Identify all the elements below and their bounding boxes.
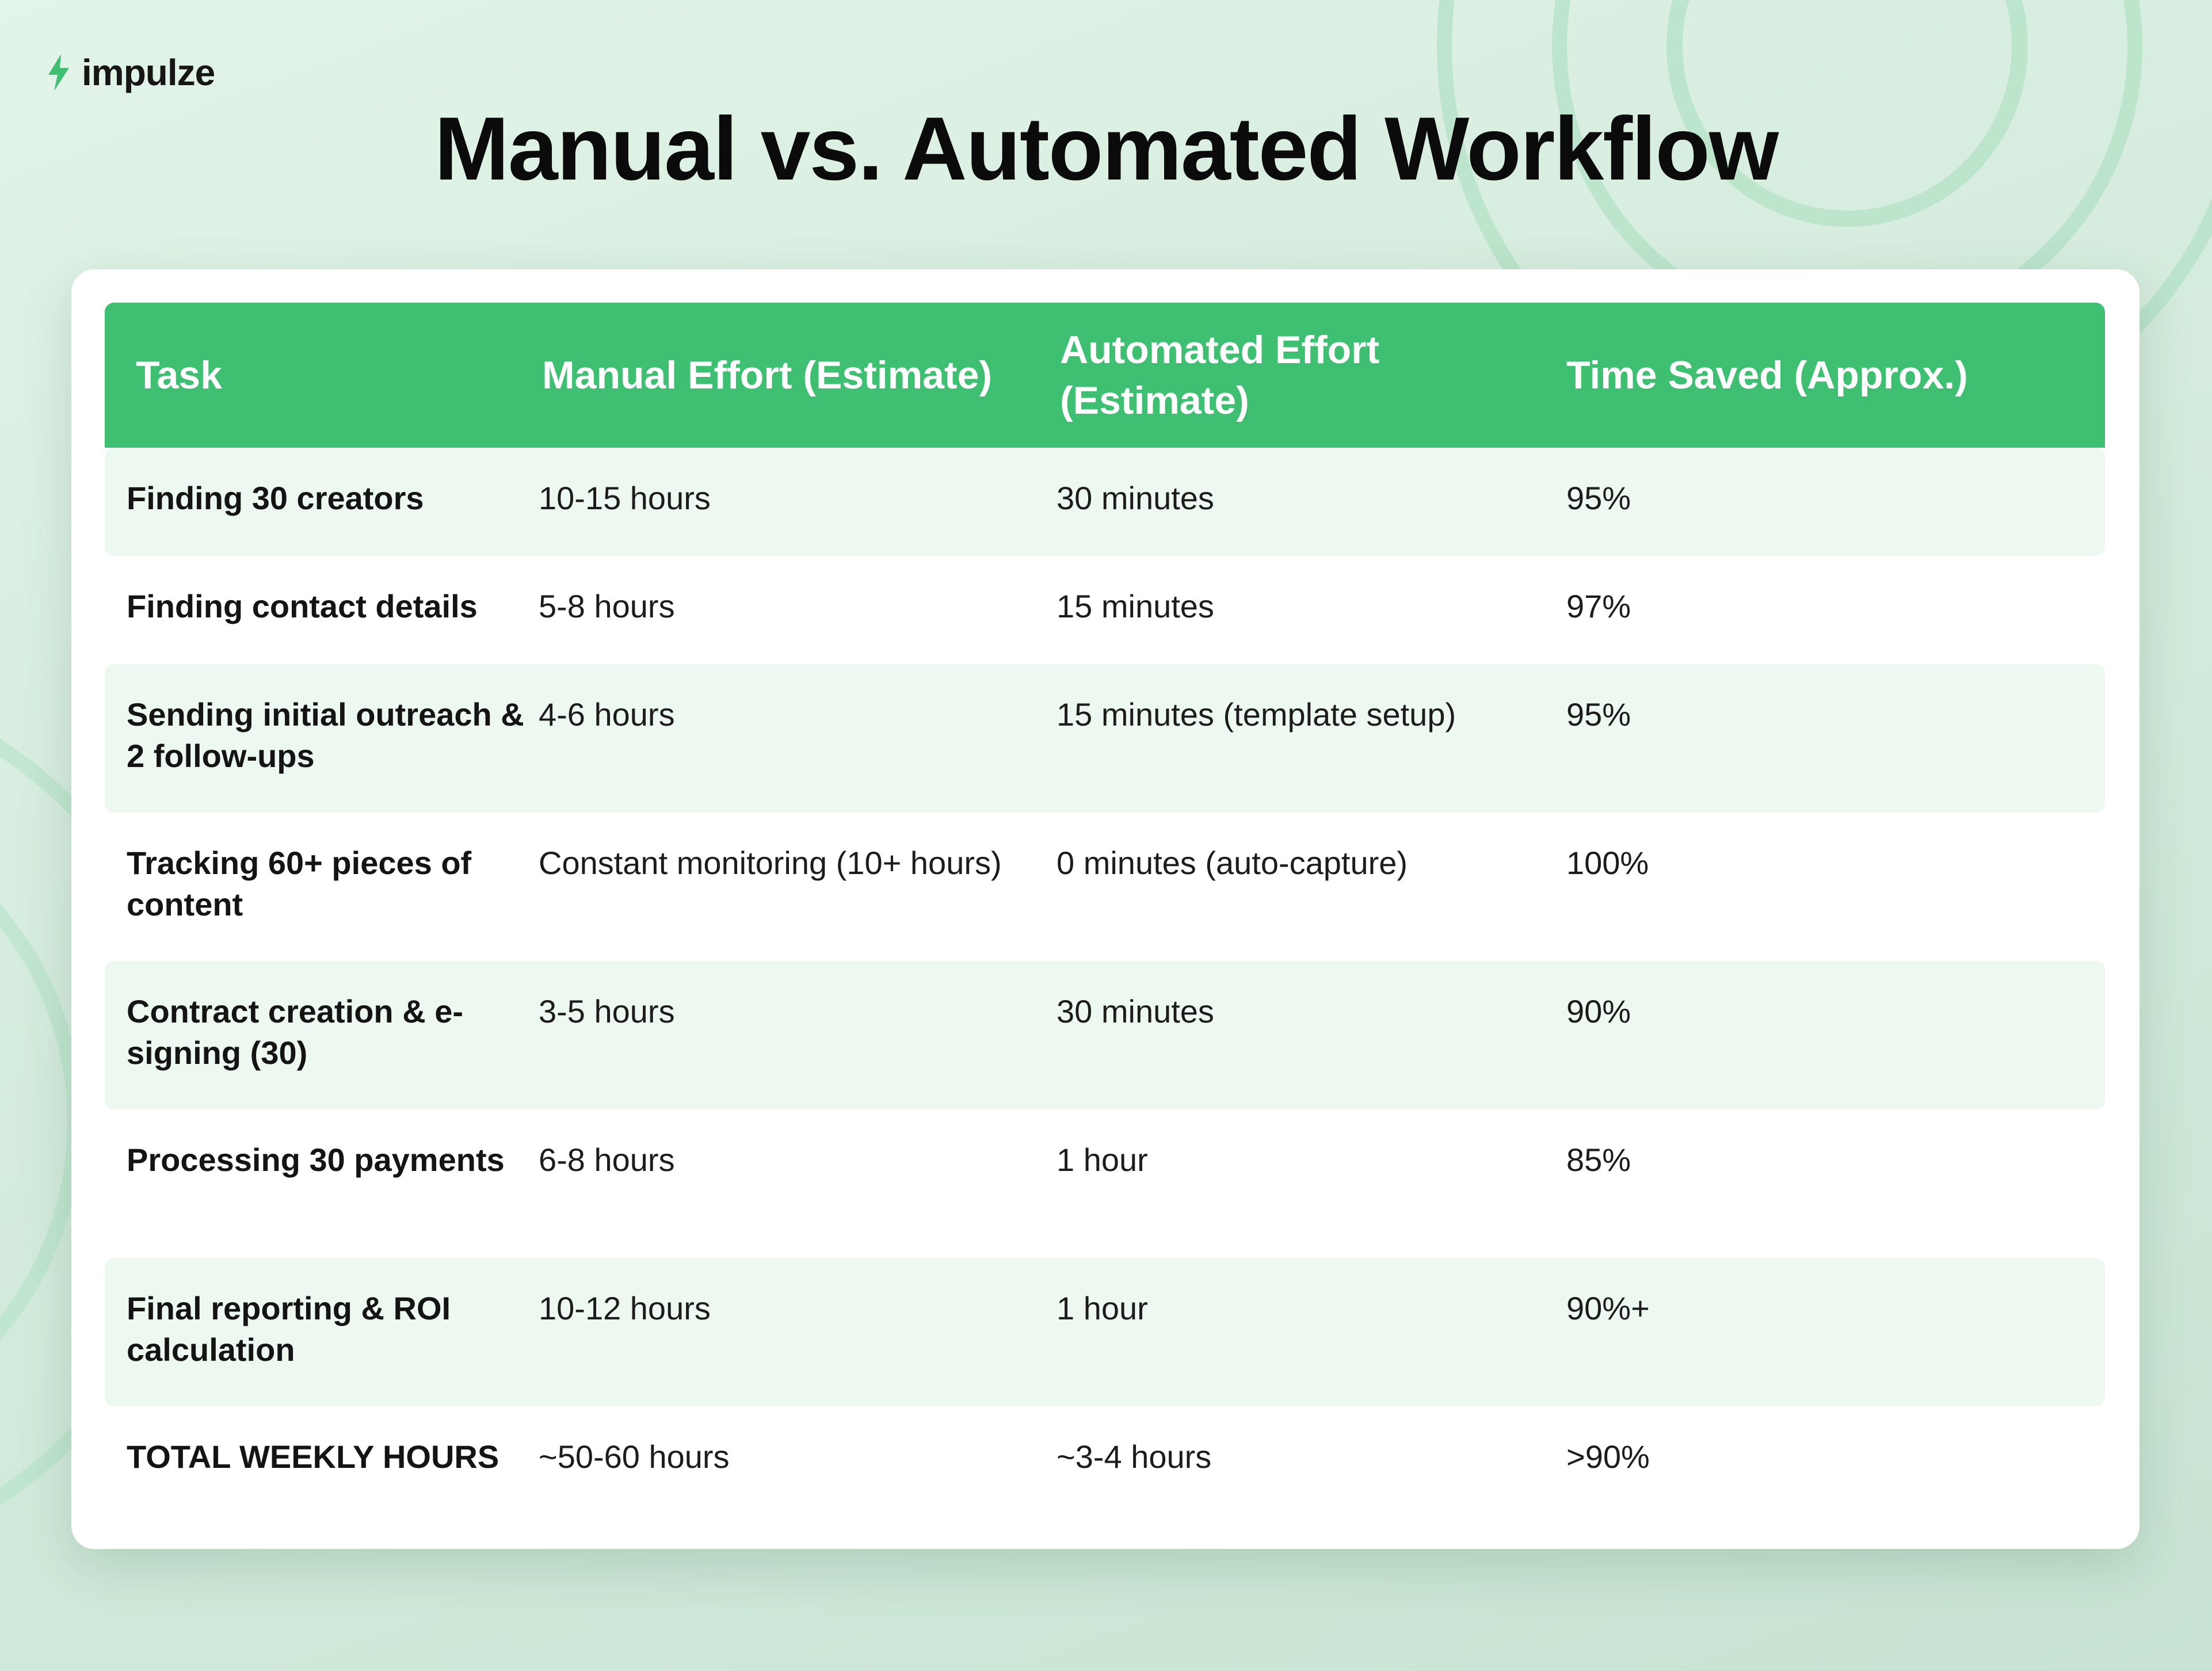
cell-task: Contract creation & e-signing (30)	[127, 993, 463, 1071]
table-row	[105, 812, 2105, 961]
cell-saved: 90%+	[1566, 1290, 1650, 1326]
cell-manual: 5-8 hours	[539, 588, 675, 624]
table-row	[105, 556, 2105, 664]
table-row	[105, 664, 2105, 812]
cell-saved: 97%	[1566, 588, 1631, 624]
cell-task: Finding contact details	[127, 588, 478, 624]
table-row	[105, 448, 2105, 556]
cell-saved: 95%	[1566, 696, 1631, 733]
table-row-total	[105, 1406, 2105, 1514]
cell-manual: ~50-60 hours	[539, 1439, 730, 1475]
cell-automated: ~3-4 hours	[1057, 1439, 1212, 1475]
cell-manual: 3-5 hours	[539, 993, 675, 1029]
table-row	[105, 961, 2105, 1109]
table-row	[105, 1109, 2105, 1258]
cell-saved: 85%	[1566, 1142, 1631, 1178]
cell-manual: 6-8 hours	[539, 1142, 675, 1178]
brand-name: impulze	[82, 52, 215, 93]
cell-saved: 100%	[1566, 845, 1649, 881]
cell-task: TOTAL WEEKLY HOURS	[127, 1439, 499, 1475]
cell-manual: 10-12 hours	[539, 1290, 711, 1326]
lightning-bolt-icon	[46, 54, 71, 91]
cell-automated: 0 minutes (auto-capture)	[1057, 845, 1408, 881]
header-time-saved: Time Saved (Approx.)	[1566, 353, 1968, 397]
header-manual-effort: Manual Effort (Estimate)	[542, 353, 993, 397]
brand-logo	[46, 49, 215, 96]
cell-saved: 95%	[1566, 480, 1631, 516]
comparison-table	[105, 303, 2105, 1514]
header-automated-effort: Automated Effort (Estimate)	[1060, 328, 1380, 422]
comparison-card	[71, 269, 2139, 1549]
cell-task: Tracking 60+ pieces of content	[127, 845, 472, 922]
cell-manual: Constant monitoring (10+ hours)	[539, 845, 1002, 881]
cell-task: Processing 30 payments	[127, 1142, 505, 1178]
cell-manual: 4-6 hours	[539, 696, 675, 733]
cell-automated: 1 hour	[1057, 1142, 1148, 1178]
page-title: Manual vs. Automated Workflow	[434, 99, 1778, 199]
cell-automated: 15 minutes (template setup)	[1057, 696, 1456, 733]
header-task: Task	[136, 353, 222, 397]
cell-automated: 15 minutes	[1057, 588, 1214, 624]
cell-task: Sending initial outreach & 2 follow-ups	[127, 696, 524, 774]
cell-task: Final reporting & ROI calculation	[127, 1290, 451, 1368]
cell-automated: 1 hour	[1057, 1290, 1148, 1326]
cell-saved: >90%	[1566, 1439, 1650, 1475]
cell-saved: 90%	[1566, 993, 1631, 1029]
cell-task: Finding 30 creators	[127, 480, 424, 516]
cell-manual: 10-15 hours	[539, 480, 711, 516]
cell-automated: 30 minutes	[1057, 993, 1214, 1029]
table-header	[105, 303, 2105, 448]
table-row	[105, 1258, 2105, 1406]
cell-automated: 30 minutes	[1057, 480, 1214, 516]
